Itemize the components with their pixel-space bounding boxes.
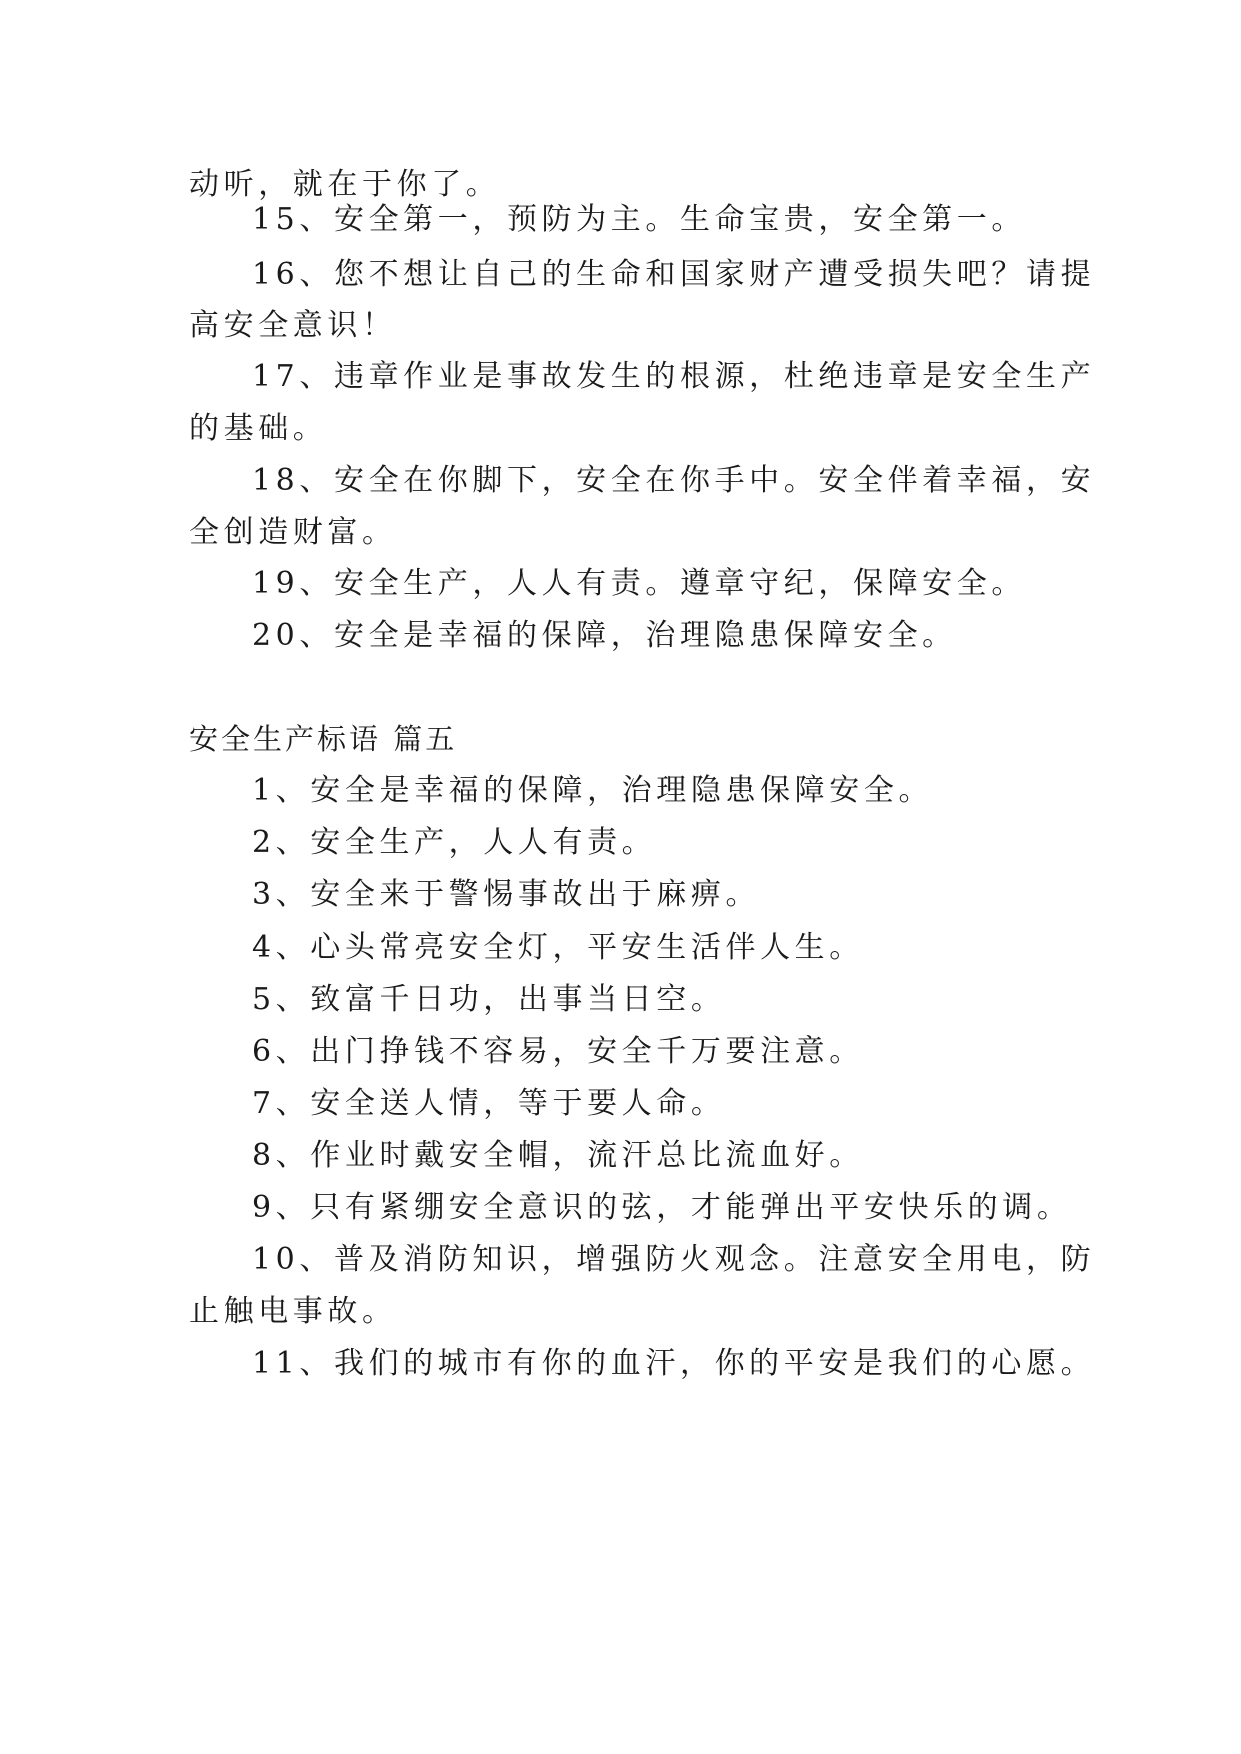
slogan-item-1: 1、安全是幸福的保障，治理隐患保障安全。 <box>252 773 934 808</box>
text-line: 的基础。 <box>189 411 328 446</box>
slogan-item-6: 6、出门挣钱不容易，安全千万要注意。 <box>252 1034 864 1069</box>
slogan-item-17: 17、违章作业是事故发生的根源，杜绝违章是安全生产 <box>252 359 1096 394</box>
slogan-item-7: 7、安全送人情，等于要人命。 <box>252 1086 726 1121</box>
slogan-item-11: 11、我们的城市有你的血汗，你的平安是我们的心愿。 <box>252 1346 1096 1381</box>
text-line: 全创造财富。 <box>189 515 397 550</box>
slogan-item-10: 10、普及消防知识，增强防火观念。注意安全用电，防 <box>252 1242 1096 1277</box>
slogan-item-4: 4、心头常亮安全灯，平安生活伴人生。 <box>252 930 864 965</box>
slogan-item-16: 16、您不想让自己的生命和国家财产遭受损失吧？请提 <box>252 257 1096 292</box>
slogan-item-8: 8、作业时戴安全帽，流汗总比流血好。 <box>252 1138 864 1173</box>
slogan-item-19: 19、安全生产，人人有责。遵章守纪，保障安全。 <box>252 566 1026 601</box>
text-line: 动听，就在于你了。 <box>189 167 501 202</box>
slogan-item-15: 15、安全第一，预防为主。生命宝贵，安全第一。 <box>252 202 1026 237</box>
slogan-item-9: 9、只有紧绷安全意识的弦，才能弹出平安快乐的调。 <box>252 1190 1072 1225</box>
section-heading: 安全生产标语 篇五 <box>189 722 458 756</box>
slogan-item-5: 5、致富千日功，出事当日空。 <box>252 982 726 1017</box>
slogan-item-3: 3、安全来于警惕事故出于麻痹。 <box>252 877 761 912</box>
slogan-item-18: 18、安全在你脚下，安全在你手中。安全伴着幸福，安 <box>252 463 1096 498</box>
text-line: 高安全意识！ <box>189 308 397 343</box>
slogan-item-20: 20、安全是幸福的保障，治理隐患保障安全。 <box>252 618 957 653</box>
text-line: 止触电事故。 <box>189 1294 397 1329</box>
slogan-item-2: 2、安全生产，人人有责。 <box>252 825 657 860</box>
